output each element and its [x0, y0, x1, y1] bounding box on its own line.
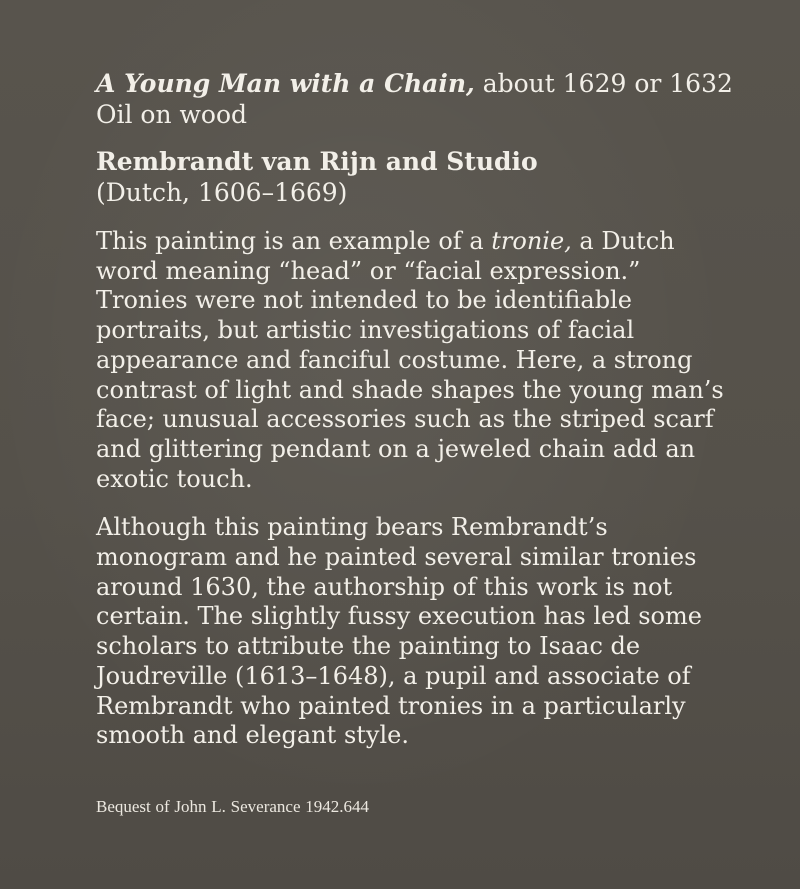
paragraph-line: Although this painting bears Rembrandt’s — [96, 513, 608, 542]
artwork-date: about 1629 or 1632 — [482, 69, 733, 98]
credit-line: Bequest of John L. Severance 1942.644 — [96, 797, 370, 816]
artwork-title-line — [96, 68, 766, 99]
artist-nationality-dates: (Dutch, 1606–1669) — [96, 178, 348, 207]
paragraph-line: and glittering pendant on a jeweled chain add an — [96, 434, 696, 463]
paragraph-line: certain. The slightly fussy execution has led some — [96, 602, 702, 631]
italic-term: tronie, — [491, 227, 572, 255]
paragraph-line: portraits, but artistic investigations of facial — [96, 316, 635, 345]
paragraph-line — [96, 227, 766, 257]
text-segment: This painting is an example of a — [96, 227, 492, 255]
paragraph-line: exotic touch. — [96, 464, 253, 493]
artist-name: Rembrandt van Rijn and Studio — [96, 147, 538, 176]
paragraph-line: monogram and he painted several similar tronies — [96, 543, 697, 572]
description-paragraph-2 — [96, 513, 766, 751]
description-paragraph-1 — [96, 227, 766, 494]
paragraph-line: scholars to attribute the painting to Isaac de — [96, 632, 641, 661]
artwork-title: A Young Man with a Chain, — [96, 69, 475, 98]
paragraph-line: contrast of light and shade shapes the young man’s — [96, 375, 724, 404]
paragraph-line: face; unusual accessories such as the striped scarf — [96, 405, 714, 434]
paragraph-line: Rembrandt who painted tronies in a particularly — [96, 691, 686, 720]
label-text-block — [96, 68, 766, 751]
artwork-medium: Oil on wood — [96, 100, 248, 129]
paragraph-line: appearance and fanciful costume. Here, a strong — [96, 345, 693, 374]
paragraph-line: Tronies were not intended to be identifiable — [96, 286, 632, 315]
text-segment: a Dutch — [571, 227, 675, 255]
paragraph-line: word meaning “head” or “facial expression.” — [96, 256, 641, 285]
paragraph-line: Joudreville (1613–1648), a pupil and associate of — [96, 661, 691, 690]
paragraph-line: smooth and elegant style. — [96, 721, 409, 750]
paragraph-line: around 1630, the authorship of this work is not — [96, 572, 673, 601]
